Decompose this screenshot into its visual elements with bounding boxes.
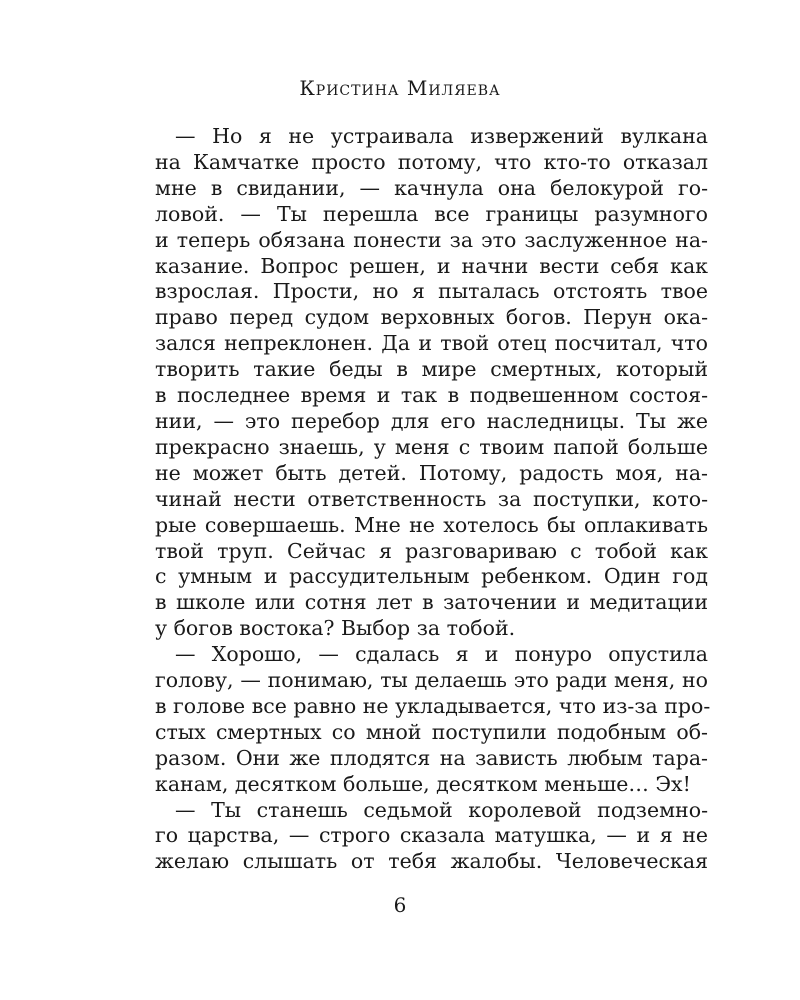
text-line: разом. Они же плодятся на зависть любым тара- <box>155 745 708 770</box>
running-header-author: Кристина Миляева <box>299 76 501 100</box>
text-line: рые совершаешь. Мне не хотелось бы оплакивать <box>155 512 708 537</box>
text-line: твой труп. Сейчас я разговариваю с тобой как <box>155 538 708 563</box>
text-line: казание. Вопрос решен, и начни вести себя как <box>155 253 708 278</box>
text-line: у богов востока? Выбор за тобой. <box>155 616 516 641</box>
text-line: — Ты станешь седьмой королевой подземно- <box>175 797 708 822</box>
text-line: зался непреклонен. Да и твой отец посчитал, что <box>155 331 708 356</box>
text-line: стых смертных со мной поступили подобным об- <box>155 719 708 744</box>
text-line: с умным и рассудительным ребенком. Один год <box>155 564 708 589</box>
text-line: в последнее время и так в подвешенном состоя- <box>155 383 708 408</box>
text-line: чинай нести ответственность за поступки, кото- <box>155 486 708 511</box>
text-line: взрослая. Прости, но я пыталась отстоять твое <box>155 279 708 304</box>
page-number: 6 <box>393 893 407 917</box>
text-line: — Хорошо, — сдалась я и понуро опустила <box>175 642 708 667</box>
text-line: ловой. — Ты перешла все границы разумного <box>155 201 708 226</box>
text-line: в школе или сотня лет в заточении и медитации <box>155 590 708 615</box>
text-line: не может быть детей. Потому, радость моя, на- <box>155 460 708 485</box>
text-line: голову, — понимаю, ты делаешь это ради меня, но <box>155 668 708 693</box>
text-line: право перед судом верховных богов. Перун ока- <box>155 305 708 330</box>
text-line: прекрасно знаешь, у меня с твоим папой больше <box>155 434 708 459</box>
text-line: го царства, — строго сказала матушка, — и я не <box>155 823 708 848</box>
text-line: канам, десятком больше, десятком меньше… Эх! <box>155 771 691 796</box>
text-line: и теперь обязана понести за это заслуженное на- <box>155 227 708 252</box>
text-line: желаю слышать от тебя жалобы. Человеческая <box>155 849 708 874</box>
body-text <box>155 124 711 875</box>
text-line: — Но я не устраивала извержений вулкана <box>175 124 708 148</box>
text-line: в голове все равно не укладывается, что из-за про- <box>155 693 711 718</box>
text-line: мне в свидании, — качнула она белокурой го- <box>155 175 708 200</box>
text-line: на Камчатке просто потому, что кто-то отказал <box>155 149 708 174</box>
text-line: творить такие беды в мире смертных, который <box>155 357 708 382</box>
text-line: нии, — это перебор для его наследницы. Ты же <box>155 408 708 433</box>
